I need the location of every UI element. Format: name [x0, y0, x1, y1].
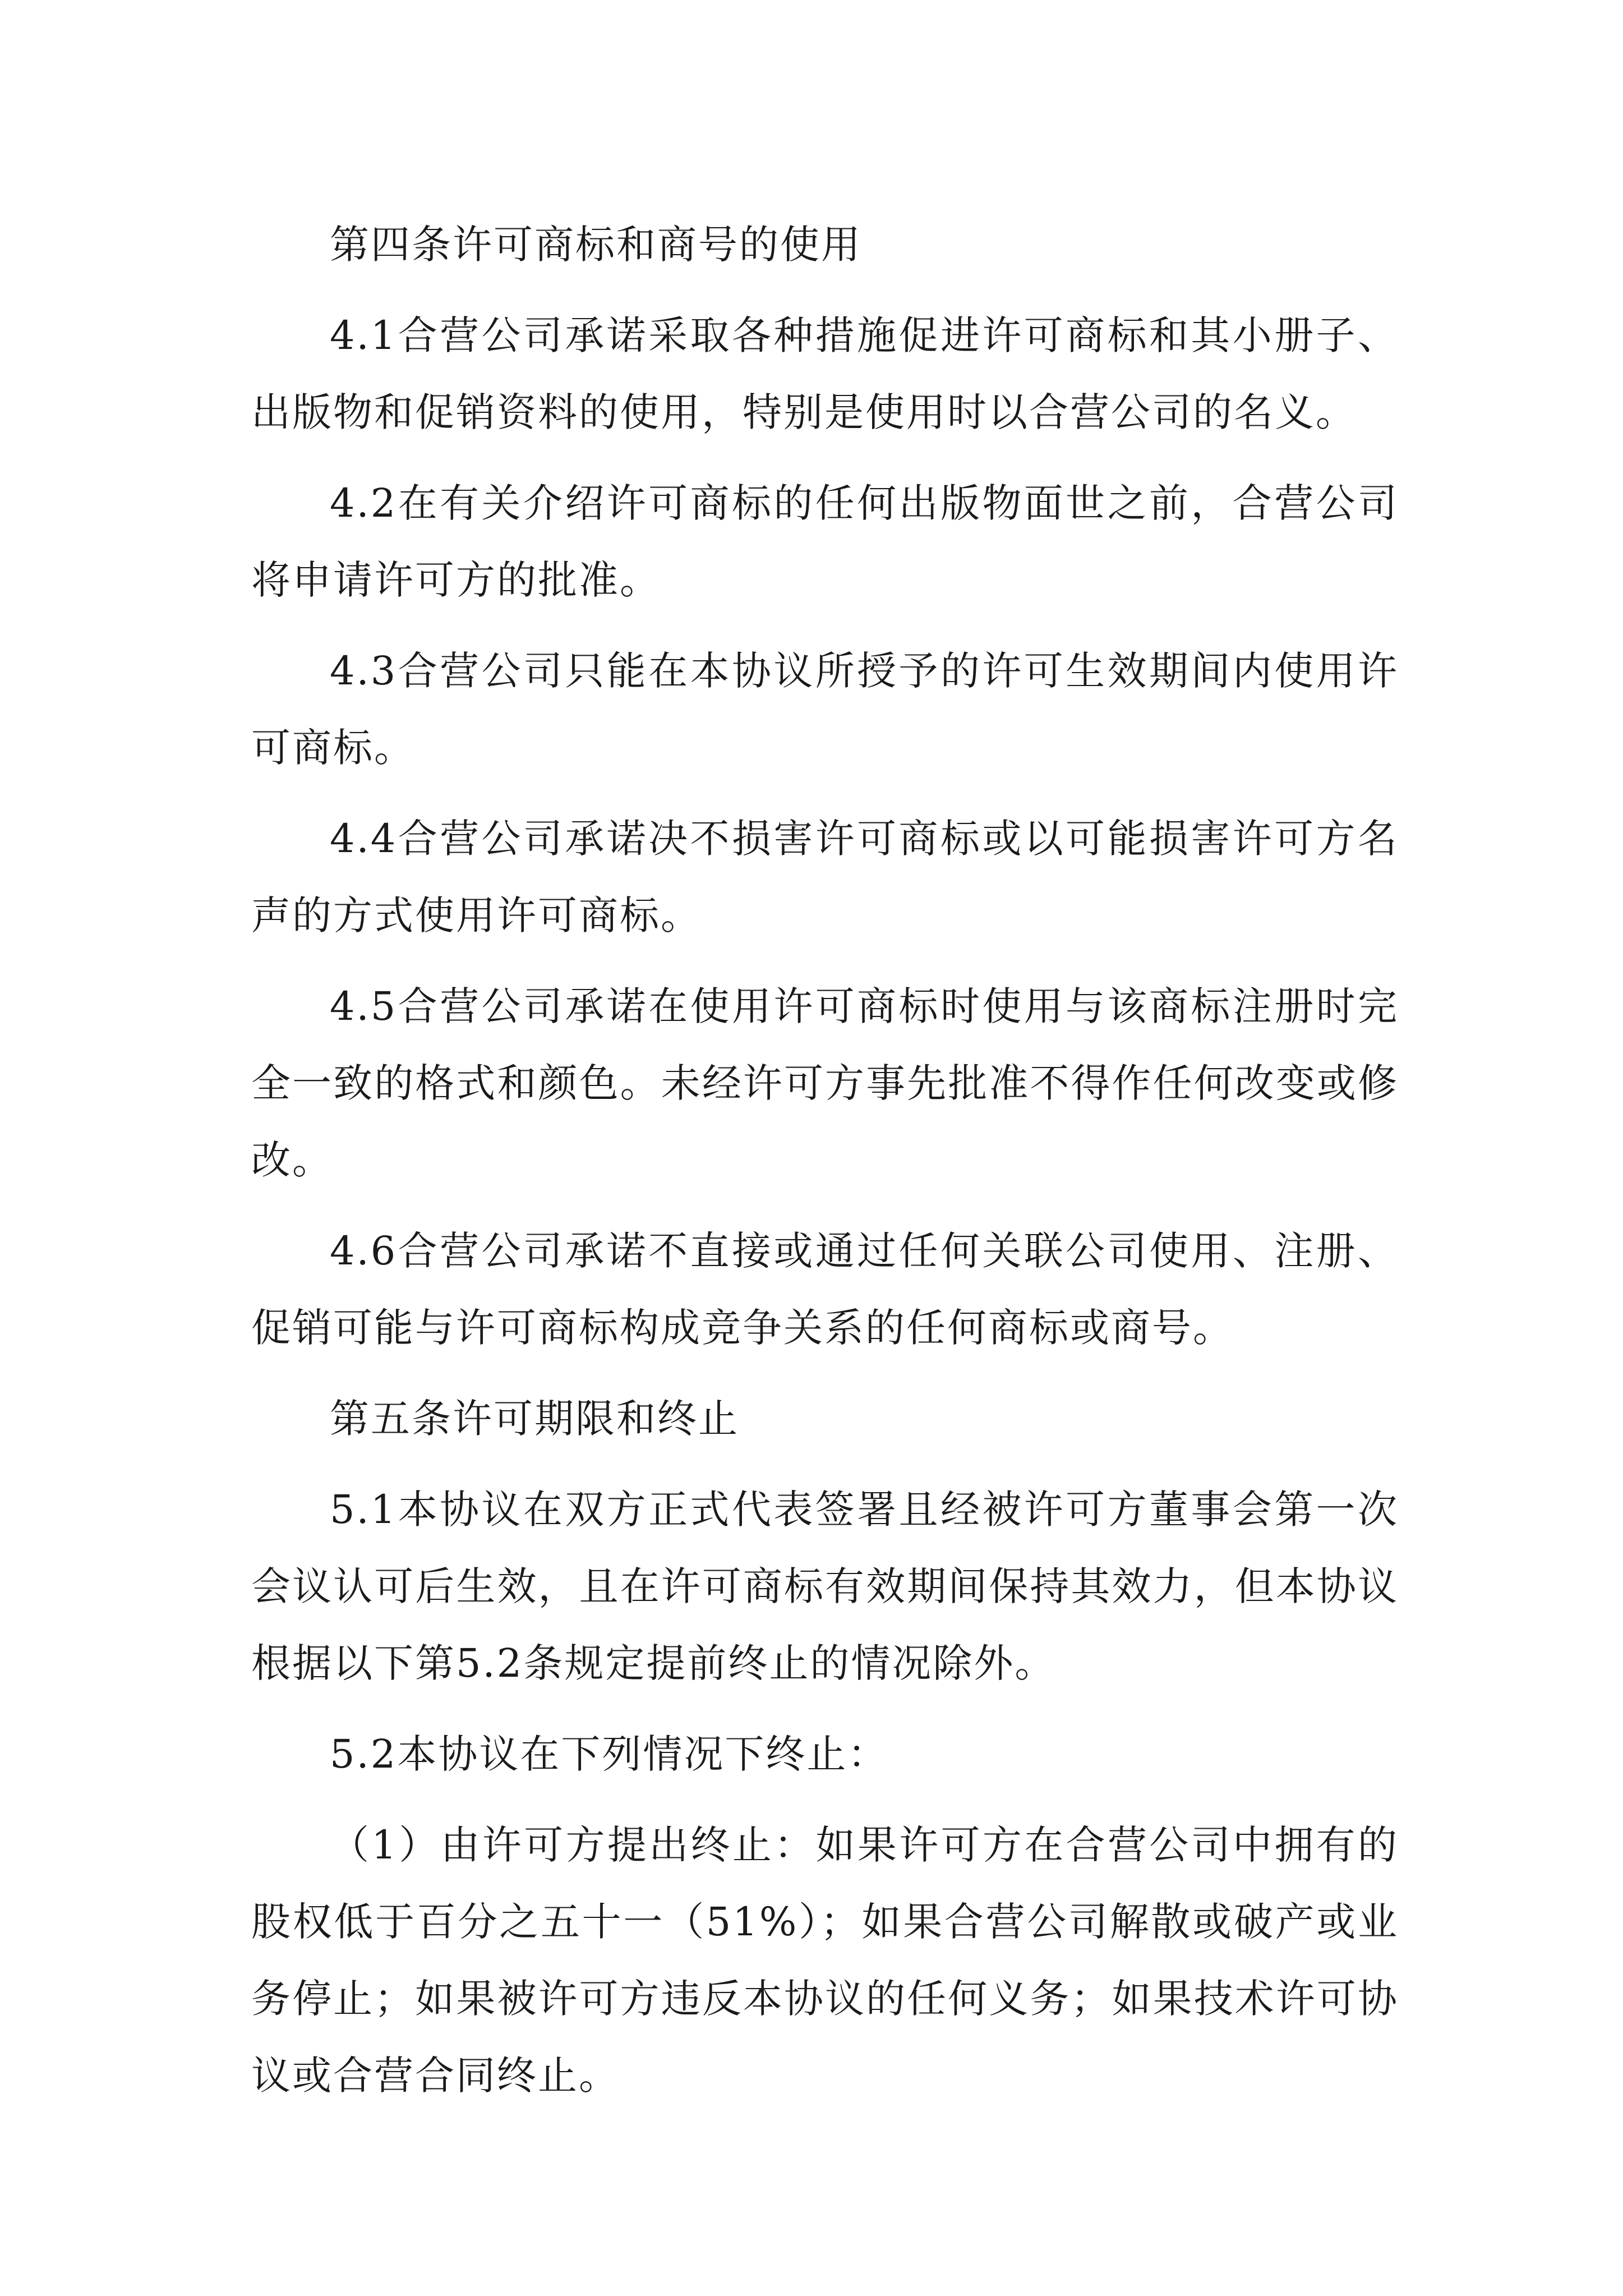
- clause-4-2: 4.2在有关介绍许可商标的任何出版物面世之前，合营公司将申请许可方的批准。: [251, 480, 1399, 603]
- clause-5-2: 5.2本协议在下列情况下终止：: [330, 1731, 889, 1777]
- document-body: [251, 206, 1399, 2114]
- clause-5-1: 5.1本协议在双方正式代表签署且经被许可方董事会第一次会议认可后生效，且在许可商标有效期间保持其效力，但本协议根据以下第5.2条规定提前终止的情况除外。: [251, 1487, 1399, 1686]
- clause-4-5: 4.5合营公司承诺在使用许可商标时使用与该商标注册时完全一致的格式和颜色。未经许可方事先批准不得作任何改变或修改。: [251, 983, 1399, 1183]
- clause-4-3: 4.3合营公司只能在本协议所授予的许可生效期间内使用许可商标。: [251, 648, 1399, 771]
- section-heading-article-5: 第五条许可期限和终止: [330, 1396, 739, 1442]
- clause-4-1: 4.1合营公司承诺采取各种措施促进许可商标和其小册子、出版物和促销资料的使用，特别是使用时以合营公司的名义。: [251, 312, 1399, 435]
- section-heading-article-4: 第四条许可商标和商号的使用: [330, 222, 862, 268]
- clause-5-2-item-1: （1）由许可方提出终止：如果许可方在合营公司中拥有的股权低于百分之五十一（51%）；如果合营公司解散或破产或业务停止；如果被许可方违反本协议的任何义务；如果技术许可协议或合营合同终止。: [251, 1822, 1399, 2099]
- clause-4-6: 4.6合营公司承诺不直接或通过任何关联公司使用、注册、促销可能与许可商标构成竞争关系的任何商标或商号。: [251, 1228, 1399, 1351]
- clause-4-4: 4.4合营公司承诺决不损害许可商标或以可能损害许可方名声的方式使用许可商标。: [251, 816, 1399, 938]
